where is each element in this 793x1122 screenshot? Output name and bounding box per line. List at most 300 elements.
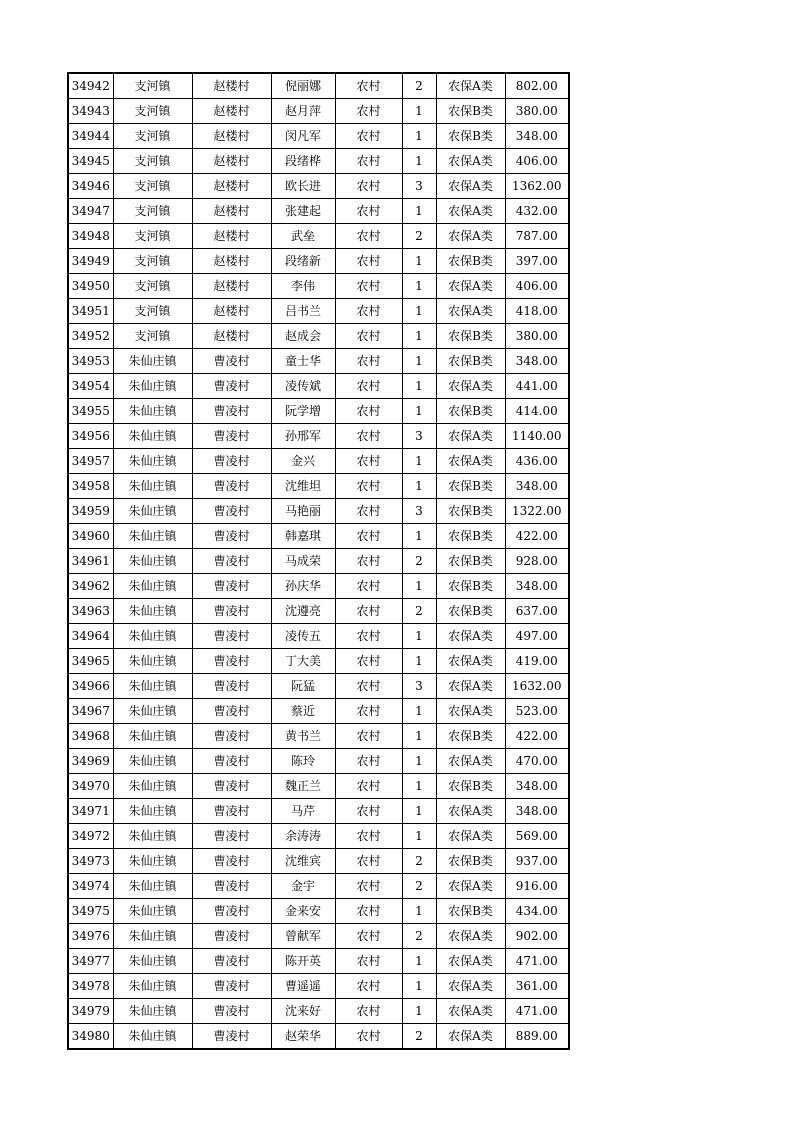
table-row	[68, 724, 569, 749]
village-cell: 赵楼村	[192, 73, 271, 99]
name-cell: 沈来好	[271, 999, 335, 1024]
amount-cell: 1322.00	[505, 499, 569, 524]
household-count-cell: 1	[402, 274, 436, 299]
table-row	[68, 399, 569, 424]
town-cell: 朱仙庄镇	[113, 949, 192, 974]
town-cell: 朱仙庄镇	[113, 799, 192, 824]
household-count-cell: 3	[402, 499, 436, 524]
serial-number-cell: 34943	[68, 99, 113, 124]
household-count-cell: 1	[402, 449, 436, 474]
insurance-category-cell: 农保A类	[436, 949, 505, 974]
household-count-cell: 1	[402, 474, 436, 499]
amount-cell: 569.00	[505, 824, 569, 849]
area-type-cell: 农村	[335, 124, 402, 149]
area-type-cell: 农村	[335, 924, 402, 949]
serial-number-cell: 34976	[68, 924, 113, 949]
serial-number-cell: 34942	[68, 73, 113, 99]
area-type-cell: 农村	[335, 724, 402, 749]
serial-number-cell: 34965	[68, 649, 113, 674]
insurance-category-cell: 农保B类	[436, 724, 505, 749]
name-cell: 马成荣	[271, 549, 335, 574]
town-cell: 朱仙庄镇	[113, 374, 192, 399]
table-row	[68, 249, 569, 274]
serial-number-cell: 34972	[68, 824, 113, 849]
table-row	[68, 274, 569, 299]
name-cell: 陈开英	[271, 949, 335, 974]
serial-number-cell: 34964	[68, 624, 113, 649]
name-cell: 凌传五	[271, 624, 335, 649]
name-cell: 丁大美	[271, 649, 335, 674]
serial-number-cell: 34957	[68, 449, 113, 474]
village-cell: 赵楼村	[192, 299, 271, 324]
village-cell: 曹凌村	[192, 924, 271, 949]
name-cell: 阮学增	[271, 399, 335, 424]
village-cell: 曹凌村	[192, 399, 271, 424]
name-cell: 张建起	[271, 199, 335, 224]
household-count-cell: 3	[402, 674, 436, 699]
town-cell: 朱仙庄镇	[113, 1024, 192, 1050]
insurance-category-cell: 农保A类	[436, 174, 505, 199]
serial-number-cell: 34951	[68, 299, 113, 324]
name-cell: 欧长进	[271, 174, 335, 199]
town-cell: 朱仙庄镇	[113, 424, 192, 449]
amount-cell: 422.00	[505, 724, 569, 749]
insurance-category-cell: 农保A类	[436, 674, 505, 699]
insurance-category-cell: 农保B类	[436, 474, 505, 499]
table-row	[68, 299, 569, 324]
village-cell: 曹凌村	[192, 674, 271, 699]
town-cell: 朱仙庄镇	[113, 524, 192, 549]
household-count-cell: 1	[402, 749, 436, 774]
name-cell: 沈维宾	[271, 849, 335, 874]
town-cell: 支河镇	[113, 249, 192, 274]
area-type-cell: 农村	[335, 749, 402, 774]
table-row	[68, 574, 569, 599]
amount-cell: 432.00	[505, 199, 569, 224]
table-row	[68, 849, 569, 874]
town-cell: 朱仙庄镇	[113, 674, 192, 699]
insurance-category-cell: 农保A类	[436, 799, 505, 824]
serial-number-cell: 34979	[68, 999, 113, 1024]
village-cell: 曹凌村	[192, 549, 271, 574]
name-cell: 李伟	[271, 274, 335, 299]
area-type-cell: 农村	[335, 774, 402, 799]
table-row	[68, 99, 569, 124]
town-cell: 朱仙庄镇	[113, 849, 192, 874]
table-row	[68, 899, 569, 924]
village-cell: 曹凌村	[192, 374, 271, 399]
table-row	[68, 749, 569, 774]
serial-number-cell: 34975	[68, 899, 113, 924]
amount-cell: 419.00	[505, 649, 569, 674]
household-count-cell: 1	[402, 824, 436, 849]
town-cell: 支河镇	[113, 299, 192, 324]
household-count-cell: 1	[402, 399, 436, 424]
name-cell: 赵月萍	[271, 99, 335, 124]
serial-number-cell: 34945	[68, 149, 113, 174]
serial-number-cell: 34977	[68, 949, 113, 974]
name-cell: 曾献军	[271, 924, 335, 949]
village-cell: 赵楼村	[192, 174, 271, 199]
area-type-cell: 农村	[335, 224, 402, 249]
name-cell: 魏正兰	[271, 774, 335, 799]
serial-number-cell: 34958	[68, 474, 113, 499]
insurance-category-cell: 农保B类	[436, 324, 505, 349]
serial-number-cell: 34966	[68, 674, 113, 699]
household-count-cell: 1	[402, 624, 436, 649]
area-type-cell: 农村	[335, 799, 402, 824]
village-cell: 曹凌村	[192, 449, 271, 474]
amount-cell: 348.00	[505, 124, 569, 149]
serial-number-cell: 34953	[68, 349, 113, 374]
area-type-cell: 农村	[335, 849, 402, 874]
insurance-category-cell: 农保B类	[436, 574, 505, 599]
town-cell: 朱仙庄镇	[113, 749, 192, 774]
table-row	[68, 424, 569, 449]
town-cell: 朱仙庄镇	[113, 924, 192, 949]
name-cell: 凌传斌	[271, 374, 335, 399]
village-cell: 曹凌村	[192, 799, 271, 824]
name-cell: 曹遥遥	[271, 974, 335, 999]
table-row	[68, 874, 569, 899]
area-type-cell: 农村	[335, 574, 402, 599]
household-count-cell: 1	[402, 199, 436, 224]
village-cell: 曹凌村	[192, 849, 271, 874]
insurance-category-cell: 农保B类	[436, 549, 505, 574]
area-type-cell: 农村	[335, 174, 402, 199]
household-count-cell: 1	[402, 999, 436, 1024]
household-count-cell: 2	[402, 599, 436, 624]
name-cell: 段绪新	[271, 249, 335, 274]
village-cell: 曹凌村	[192, 599, 271, 624]
insurance-category-cell: 农保B类	[436, 774, 505, 799]
amount-cell: 380.00	[505, 99, 569, 124]
name-cell: 段绪桦	[271, 149, 335, 174]
area-type-cell: 农村	[335, 599, 402, 624]
area-type-cell: 农村	[335, 649, 402, 674]
serial-number-cell: 34971	[68, 799, 113, 824]
table-row	[68, 524, 569, 549]
village-cell: 曹凌村	[192, 649, 271, 674]
roster-table	[67, 72, 570, 1050]
household-count-cell: 1	[402, 124, 436, 149]
amount-cell: 414.00	[505, 399, 569, 424]
table-row	[68, 699, 569, 724]
village-cell: 曹凌村	[192, 574, 271, 599]
table-row	[68, 624, 569, 649]
table-row	[68, 374, 569, 399]
area-type-cell: 农村	[335, 424, 402, 449]
household-count-cell: 1	[402, 949, 436, 974]
household-count-cell: 1	[402, 649, 436, 674]
name-cell: 马艳丽	[271, 499, 335, 524]
insurance-category-cell: 农保B类	[436, 99, 505, 124]
amount-cell: 348.00	[505, 799, 569, 824]
name-cell: 马芹	[271, 799, 335, 824]
household-count-cell: 3	[402, 424, 436, 449]
town-cell: 支河镇	[113, 99, 192, 124]
town-cell: 朱仙庄镇	[113, 449, 192, 474]
table-row	[68, 999, 569, 1024]
household-count-cell: 1	[402, 724, 436, 749]
amount-cell: 902.00	[505, 924, 569, 949]
amount-cell: 787.00	[505, 224, 569, 249]
name-cell: 黄书兰	[271, 724, 335, 749]
area-type-cell: 农村	[335, 524, 402, 549]
serial-number-cell: 34955	[68, 399, 113, 424]
household-count-cell: 2	[402, 849, 436, 874]
amount-cell: 1140.00	[505, 424, 569, 449]
village-cell: 曹凌村	[192, 899, 271, 924]
name-cell: 赵成会	[271, 324, 335, 349]
amount-cell: 436.00	[505, 449, 569, 474]
area-type-cell: 农村	[335, 999, 402, 1024]
amount-cell: 361.00	[505, 974, 569, 999]
amount-cell: 380.00	[505, 324, 569, 349]
village-cell: 赵楼村	[192, 149, 271, 174]
insurance-category-cell: 农保A类	[436, 649, 505, 674]
name-cell: 孙邢军	[271, 424, 335, 449]
amount-cell: 418.00	[505, 299, 569, 324]
amount-cell: 928.00	[505, 549, 569, 574]
town-cell: 朱仙庄镇	[113, 874, 192, 899]
table-row	[68, 599, 569, 624]
area-type-cell: 农村	[335, 324, 402, 349]
serial-number-cell: 34949	[68, 249, 113, 274]
name-cell: 孙庆华	[271, 574, 335, 599]
amount-cell: 397.00	[505, 249, 569, 274]
amount-cell: 348.00	[505, 349, 569, 374]
serial-number-cell: 34980	[68, 1024, 113, 1050]
table-row	[68, 124, 569, 149]
household-count-cell: 1	[402, 799, 436, 824]
area-type-cell: 农村	[335, 1024, 402, 1050]
amount-cell: 441.00	[505, 374, 569, 399]
insurance-category-cell: 农保B类	[436, 524, 505, 549]
serial-number-cell: 34948	[68, 224, 113, 249]
area-type-cell: 农村	[335, 474, 402, 499]
household-count-cell: 2	[402, 874, 436, 899]
table-row	[68, 549, 569, 574]
town-cell: 朱仙庄镇	[113, 899, 192, 924]
village-cell: 曹凌村	[192, 874, 271, 899]
table-row	[68, 949, 569, 974]
area-type-cell: 农村	[335, 299, 402, 324]
town-cell: 朱仙庄镇	[113, 649, 192, 674]
area-type-cell: 农村	[335, 499, 402, 524]
household-count-cell: 1	[402, 574, 436, 599]
table-row	[68, 824, 569, 849]
insurance-category-cell: 农保A类	[436, 624, 505, 649]
household-count-cell: 1	[402, 699, 436, 724]
name-cell: 武垒	[271, 224, 335, 249]
amount-cell: 802.00	[505, 73, 569, 99]
area-type-cell: 农村	[335, 699, 402, 724]
insurance-category-cell: 农保A类	[436, 73, 505, 99]
insurance-category-cell: 农保A类	[436, 924, 505, 949]
town-cell: 朱仙庄镇	[113, 774, 192, 799]
serial-number-cell: 34969	[68, 749, 113, 774]
name-cell: 蔡近	[271, 699, 335, 724]
name-cell: 沈遵亮	[271, 599, 335, 624]
town-cell: 支河镇	[113, 149, 192, 174]
area-type-cell: 农村	[335, 824, 402, 849]
town-cell: 朱仙庄镇	[113, 474, 192, 499]
town-cell: 支河镇	[113, 199, 192, 224]
insurance-category-cell: 农保A类	[436, 699, 505, 724]
village-cell: 曹凌村	[192, 974, 271, 999]
village-cell: 曹凌村	[192, 499, 271, 524]
amount-cell: 471.00	[505, 999, 569, 1024]
village-cell: 赵楼村	[192, 224, 271, 249]
household-count-cell: 2	[402, 549, 436, 574]
area-type-cell: 农村	[335, 199, 402, 224]
household-count-cell: 2	[402, 73, 436, 99]
name-cell: 金兴	[271, 449, 335, 474]
household-count-cell: 1	[402, 974, 436, 999]
table-row	[68, 499, 569, 524]
amount-cell: 1362.00	[505, 174, 569, 199]
table-row	[68, 674, 569, 699]
household-count-cell: 2	[402, 1024, 436, 1050]
insurance-category-cell: 农保B类	[436, 249, 505, 274]
table-row	[68, 924, 569, 949]
amount-cell: 406.00	[505, 274, 569, 299]
town-cell: 朱仙庄镇	[113, 349, 192, 374]
village-cell: 赵楼村	[192, 274, 271, 299]
town-cell: 支河镇	[113, 274, 192, 299]
table-row	[68, 199, 569, 224]
serial-number-cell: 34947	[68, 199, 113, 224]
household-count-cell: 2	[402, 924, 436, 949]
amount-cell: 523.00	[505, 699, 569, 724]
table-row	[68, 174, 569, 199]
insurance-category-cell: 农保A类	[436, 299, 505, 324]
serial-number-cell: 34952	[68, 324, 113, 349]
village-cell: 赵楼村	[192, 99, 271, 124]
insurance-category-cell: 农保B类	[436, 899, 505, 924]
serial-number-cell: 34963	[68, 599, 113, 624]
amount-cell: 348.00	[505, 474, 569, 499]
village-cell: 曹凌村	[192, 824, 271, 849]
town-cell: 支河镇	[113, 174, 192, 199]
amount-cell: 637.00	[505, 599, 569, 624]
table-row	[68, 149, 569, 174]
name-cell: 金来安	[271, 899, 335, 924]
insurance-category-cell: 农保A类	[436, 824, 505, 849]
village-cell: 曹凌村	[192, 474, 271, 499]
town-cell: 朱仙庄镇	[113, 624, 192, 649]
area-type-cell: 农村	[335, 349, 402, 374]
village-cell: 曹凌村	[192, 1024, 271, 1050]
household-count-cell: 1	[402, 149, 436, 174]
amount-cell: 422.00	[505, 524, 569, 549]
village-cell: 曹凌村	[192, 774, 271, 799]
area-type-cell: 农村	[335, 624, 402, 649]
serial-number-cell: 34959	[68, 499, 113, 524]
area-type-cell: 农村	[335, 949, 402, 974]
insurance-category-cell: 农保B类	[436, 349, 505, 374]
insurance-category-cell: 农保B类	[436, 849, 505, 874]
town-cell: 朱仙庄镇	[113, 399, 192, 424]
village-cell: 曹凌村	[192, 949, 271, 974]
insurance-category-cell: 农保B类	[436, 399, 505, 424]
insurance-category-cell: 农保A类	[436, 274, 505, 299]
village-cell: 赵楼村	[192, 324, 271, 349]
name-cell: 余涛涛	[271, 824, 335, 849]
serial-number-cell: 34946	[68, 174, 113, 199]
town-cell: 支河镇	[113, 73, 192, 99]
household-count-cell: 1	[402, 249, 436, 274]
insurance-category-cell: 农保A类	[436, 749, 505, 774]
town-cell: 朱仙庄镇	[113, 974, 192, 999]
table-row	[68, 799, 569, 824]
table-row	[68, 1024, 569, 1050]
town-cell: 朱仙庄镇	[113, 499, 192, 524]
amount-cell: 470.00	[505, 749, 569, 774]
area-type-cell: 农村	[335, 73, 402, 99]
area-type-cell: 农村	[335, 874, 402, 899]
household-count-cell: 1	[402, 99, 436, 124]
name-cell: 沈维坦	[271, 474, 335, 499]
serial-number-cell: 34956	[68, 424, 113, 449]
household-count-cell: 3	[402, 174, 436, 199]
serial-number-cell: 34960	[68, 524, 113, 549]
name-cell: 阮猛	[271, 674, 335, 699]
serial-number-cell: 34974	[68, 874, 113, 899]
name-cell: 金宇	[271, 874, 335, 899]
name-cell: 闵凡军	[271, 124, 335, 149]
table-row	[68, 774, 569, 799]
town-cell: 朱仙庄镇	[113, 999, 192, 1024]
village-cell: 赵楼村	[192, 124, 271, 149]
amount-cell: 434.00	[505, 899, 569, 924]
household-count-cell: 1	[402, 299, 436, 324]
household-count-cell: 1	[402, 524, 436, 549]
amount-cell: 937.00	[505, 849, 569, 874]
insurance-category-cell: 农保B类	[436, 499, 505, 524]
insurance-category-cell: 农保A类	[436, 224, 505, 249]
name-cell: 韩嘉琪	[271, 524, 335, 549]
village-cell: 曹凌村	[192, 999, 271, 1024]
serial-number-cell: 34973	[68, 849, 113, 874]
insurance-category-cell: 农保A类	[436, 149, 505, 174]
village-cell: 曹凌村	[192, 699, 271, 724]
village-cell: 曹凌村	[192, 524, 271, 549]
insurance-category-cell: 农保A类	[436, 374, 505, 399]
area-type-cell: 农村	[335, 899, 402, 924]
table-row	[68, 224, 569, 249]
amount-cell: 889.00	[505, 1024, 569, 1050]
area-type-cell: 农村	[335, 674, 402, 699]
amount-cell: 348.00	[505, 774, 569, 799]
amount-cell: 1632.00	[505, 674, 569, 699]
village-cell: 曹凌村	[192, 424, 271, 449]
name-cell: 倪丽娜	[271, 73, 335, 99]
insurance-category-cell: 农保A类	[436, 449, 505, 474]
area-type-cell: 农村	[335, 399, 402, 424]
village-cell: 曹凌村	[192, 349, 271, 374]
table-row	[68, 974, 569, 999]
household-count-cell: 1	[402, 349, 436, 374]
serial-number-cell: 34978	[68, 974, 113, 999]
area-type-cell: 农村	[335, 974, 402, 999]
village-cell: 赵楼村	[192, 249, 271, 274]
area-type-cell: 农村	[335, 274, 402, 299]
area-type-cell: 农村	[335, 374, 402, 399]
household-count-cell: 2	[402, 224, 436, 249]
insurance-category-cell: 农保A类	[436, 1024, 505, 1050]
